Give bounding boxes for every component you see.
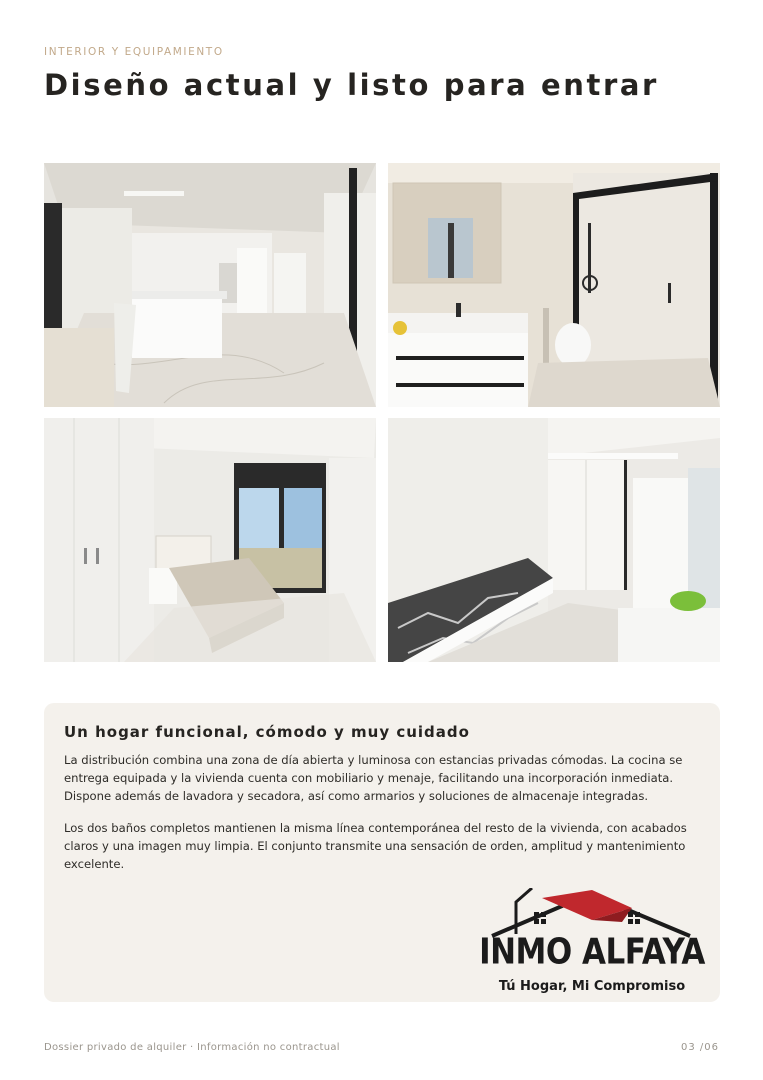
inmo-alfaya-logo — [472, 888, 712, 998]
photo-second-bedroom — [388, 418, 720, 662]
photo-kitchen — [44, 163, 376, 407]
card-paragraph-1: La distribución combina una zona de día abierta y luminosa con estancias privadas cómodas. La cocina se entrega equipada y la vivienda cuenta con mobiliario y menaje, facilitando una incorporación inmediata. Dispone además de lavadora y secadora, así como armarios y soluciones de almacenaje integradas. — [64, 753, 683, 803]
card-paragraph-2: Los dos baños completos mantienen la misma línea contemporánea del resto de la vivienda, con acabados claros y una imagen muy limpia. El conjunto transmite una sensación de orden, amplitud y mantenimiento excelente. — [64, 821, 687, 871]
photo-bathroom — [388, 163, 720, 407]
description-card — [44, 703, 720, 1002]
page-eyebrow: INTERIOR Y EQUIPAMIENTO — [44, 46, 224, 58]
logo-name: INMO ALFAYA — [479, 931, 705, 973]
page-title: Diseño actual y listo para entrar — [44, 68, 659, 102]
page-number: 03 /06 — [681, 1042, 719, 1053]
photo-master-bedroom — [44, 418, 376, 662]
logo-slogan: Tú Hogar, Mi Compromiso — [498, 979, 686, 994]
footer-note: Dossier privado de alquiler · Información no contractual — [44, 1042, 340, 1053]
card-heading: Un hogar funcional, cómodo y muy cuidado — [64, 723, 470, 741]
photo-gallery — [44, 163, 720, 662]
